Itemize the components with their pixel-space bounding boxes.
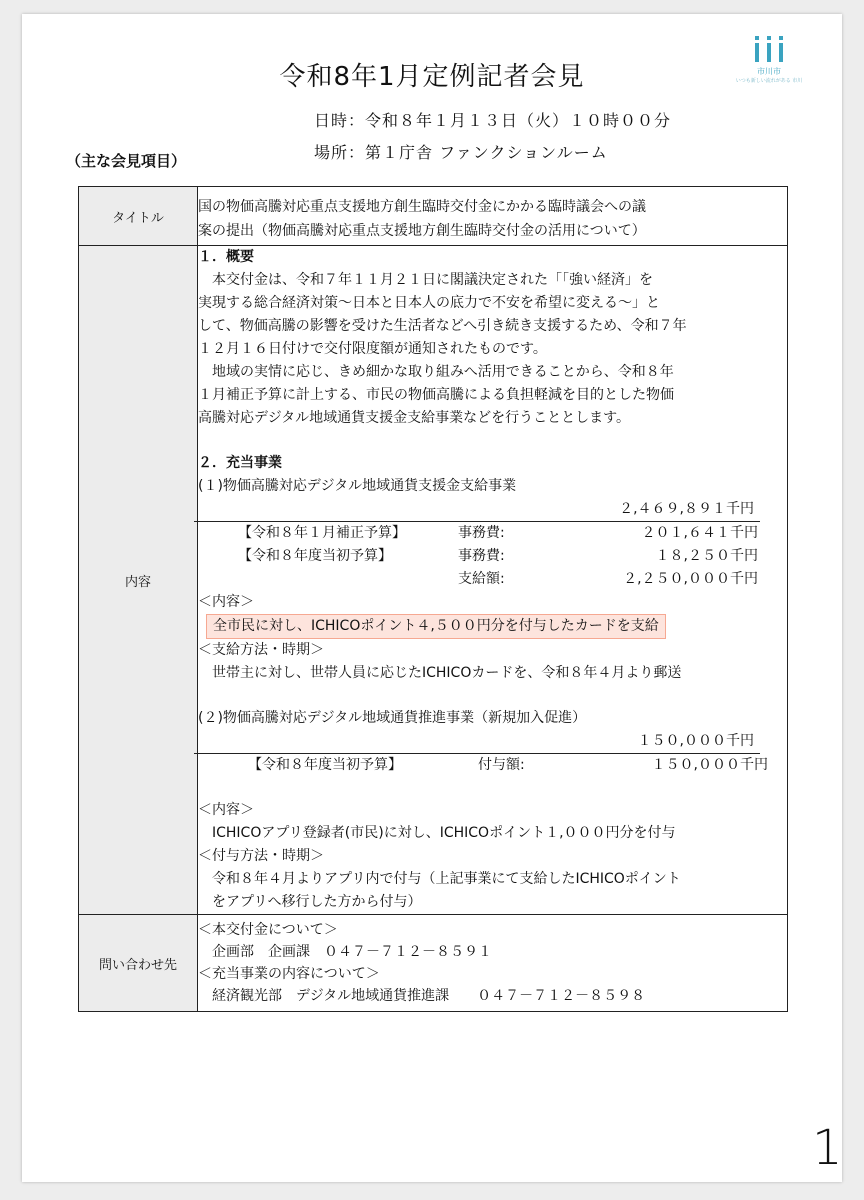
budget-type: 【令和８年度当初予算】 [248,757,402,773]
budget-item: 事務費: [458,525,505,541]
document-page [22,14,842,1182]
budget-amount: １５０,０００千円 [651,757,768,773]
project1-method-text: 世帯主に対し、世帯人員に応じたICHICOカードを、令和８年４月より郵送 [212,665,682,681]
title-content-cell [198,187,788,246]
project2-budget-row [198,754,787,777]
page-title: 令和8年1月定例記者会見 [279,62,585,92]
overview-line: 本交付金は、令和７年１１月２１日に閣議決定された「「強い経済」を [212,272,653,288]
overview-line: して、物価高騰の影響を受けた生活者などへ引き続き支援するため、令和７年 [198,318,687,334]
projects-heading: ２．充当事業 [198,455,282,471]
project2-content-heading: ＜内容＞ [198,802,254,818]
project2-method-line: をアプリへ移行した方から付与） [212,894,422,910]
content-label-cell: 内容 [79,246,198,915]
budget-item: 付与額: [478,757,525,773]
meeting-datetime: 日時：令和８年１月１３日（火）１０時００分 [314,111,672,130]
contact-content-cell [198,915,788,1012]
table-row-contact [79,915,788,1012]
budget-item: 事務費: [458,548,505,564]
contact-line: 経済観光部 デジタル地域通貨推進課 ０４７－７１２－８５９８ [212,988,646,1004]
project1-total: ２,４６９,８９１千円 [194,498,760,522]
contact-line: ＜充当事業の内容について＞ [198,966,380,982]
table-row-title [79,187,788,246]
overview-line: 地域の実情に応じ、きめ細かな取り組みへ活用できることから、令和８年 [212,364,674,380]
contact-line: ＜本交付金について＞ [198,922,338,938]
title-line: 国の物価高騰対応重点支援地方創生臨時交付金にかかる臨時議会への議 [198,199,646,215]
page-number: 1 [812,1120,843,1176]
logo-tagline: いつも新しい流れがある 市川 [735,78,803,84]
project1-budget-row [198,545,787,568]
budget-type [198,568,458,591]
overview-line: 高騰対応デジタル地域通貨支援金支給事業などを行うこととします。 [198,410,631,426]
overview-heading: １．概要 [198,249,254,265]
overview-line: 実現する総合経済対策～日本と日本人の底力で不安を希望に変える～」と [198,295,660,311]
project2-content-text: ICHICOアプリ登録者(市民)に対し、ICHICOポイント１,０００円分を付与 [212,825,676,841]
section-label: （主な会見項目） [66,152,187,170]
budget-type: 【令和８年１月補正予算】 [238,525,406,541]
logo-city-name: 市川市 [757,67,781,76]
project1-budget-row [198,522,787,545]
contact-label-cell: 問い合わせ先 [79,915,198,1012]
press-items-table [78,186,788,1012]
contact-line: 企画部 企画課 ０４７－７１２－８５９１ [212,944,492,960]
project1-budget-row [198,568,787,591]
budget-amount: ２,２５０,０００千円 [623,571,758,587]
project2-method-line: 令和８年４月よりアプリ内で付与（上記事業にて支給したICHICOポイント [212,871,681,887]
project1-method-heading: ＜支給方法・時期＞ [198,642,324,658]
budget-amount: １８,２５０千円 [655,548,758,564]
project1-name: (１)物価高騰対応デジタル地域通貨支援金支給事業 [198,478,517,494]
table-row-content [79,246,788,915]
overview-line: １月補正予算に計上する、市民の物価高騰による負担軽減を目的とした物価 [198,387,674,403]
content-body-cell [198,246,788,915]
title-line: 案の提出（物価高騰対応重点支援地方創生臨時交付金の活用について） [198,223,646,239]
project2-name: (２)物価高騰対応デジタル地域通貨推進事業（新規加入促進） [198,710,587,726]
project2-total: １５０,０００千円 [194,730,760,754]
project1-highlighted-content: 全市民に対し、ICHICOポイント４,５００円分を付与したカードを支給 [206,614,666,639]
project2-method-heading: ＜付与方法・時期＞ [198,848,324,864]
budget-item: 支給額: [458,571,505,587]
meeting-place: 場所：第１庁舎 ファンクションルーム [314,143,608,162]
overview-line: １２月１６日付けで交付限度額が通知されたものです。 [198,341,547,357]
title-label-cell: タイトル [79,187,198,246]
budget-amount: ２０１,６４１千円 [641,525,758,541]
project1-content-heading: ＜内容＞ [198,594,254,610]
budget-type: 【令和８年度当初予算】 [238,548,392,564]
